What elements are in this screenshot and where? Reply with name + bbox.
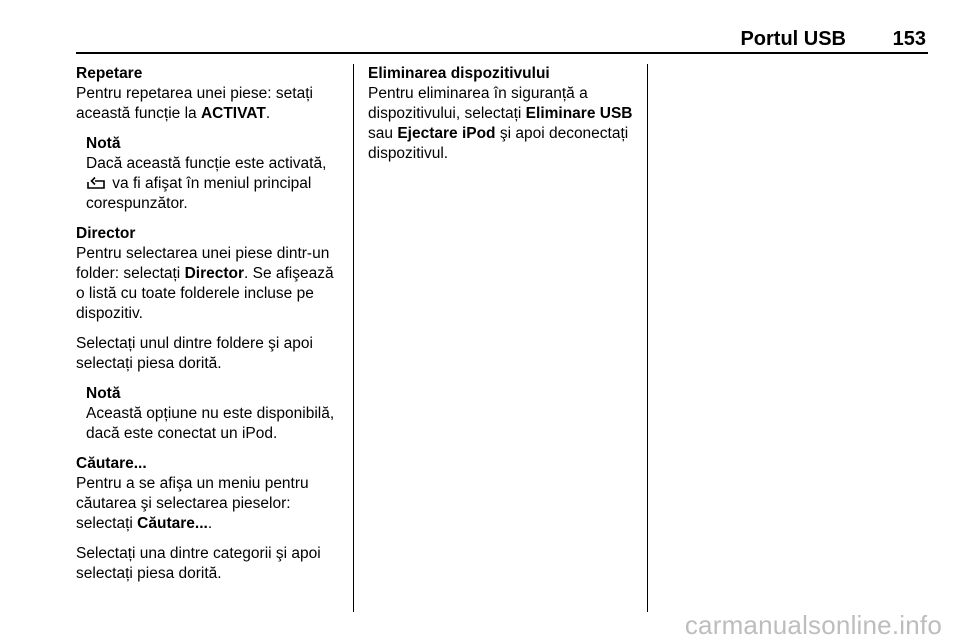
section-heading: Căutare... xyxy=(76,455,147,472)
section-folder xyxy=(76,224,344,324)
menu-value: Eliminare USB xyxy=(525,105,633,122)
note-text: Această opțiune nu este disponibilă, dacă este conectat un iPod. xyxy=(86,405,335,442)
section-text xyxy=(76,84,344,124)
section-text xyxy=(368,84,638,164)
section-remove-device xyxy=(368,64,638,164)
note-repeat xyxy=(76,134,344,214)
column-divider xyxy=(647,64,648,612)
text: Dacă această funcție este activată, xyxy=(86,155,327,172)
section-text xyxy=(76,244,344,324)
section-heading: Director xyxy=(76,225,136,242)
note-text xyxy=(86,154,344,214)
watermark: carmanualsonline.info xyxy=(684,610,942,640)
note-title: Notă xyxy=(86,135,121,152)
text: . xyxy=(265,105,271,122)
repeat-icon xyxy=(86,176,106,190)
section-search xyxy=(76,454,344,534)
section-repeat xyxy=(76,64,344,124)
text: Pentru a se afişa un meniu pentru căutarea şi selectarea pieselor: selectați xyxy=(76,475,309,532)
page-header xyxy=(76,24,928,54)
menu-value: ACTIVAT xyxy=(200,105,266,122)
middle-column xyxy=(368,64,638,174)
text: Pentru eliminarea în siguranță a dispozitivului, selectați xyxy=(368,85,588,122)
text: sau xyxy=(368,125,398,142)
paragraph: Selectați unul dintre foldere şi apoi selectați piesa dorită. xyxy=(76,335,313,372)
page-number: 153 xyxy=(892,28,926,50)
note-folder xyxy=(76,384,344,444)
menu-value: Director xyxy=(184,265,244,282)
column-divider xyxy=(353,64,354,612)
text: Pentru repetarea unei piese: setați această funcție la xyxy=(76,85,313,122)
section-heading: Repetare xyxy=(76,65,143,82)
text: va fi afişat în meniul principal corespunzător. xyxy=(86,175,312,212)
paragraph: Selectați una dintre categorii şi apoi selectați piesa dorită. xyxy=(76,545,321,582)
text: . xyxy=(207,515,213,532)
section-heading: Eliminarea dispozitivului xyxy=(368,65,550,82)
menu-value: Ejectare iPod xyxy=(397,125,496,142)
note-title: Notă xyxy=(86,385,121,402)
text: şi apoi deconectați dispozitivul. xyxy=(368,125,629,162)
text: . Se afişează o listă cu toate folderele incluse pe dispozitiv. xyxy=(76,265,334,322)
header-title: Portul USB xyxy=(740,28,846,50)
section-text xyxy=(76,474,344,534)
left-column xyxy=(76,64,344,594)
text: Pentru selectarea unei piese dintr-un folder: selectați xyxy=(76,245,330,282)
menu-value: Căutare... xyxy=(137,515,208,532)
